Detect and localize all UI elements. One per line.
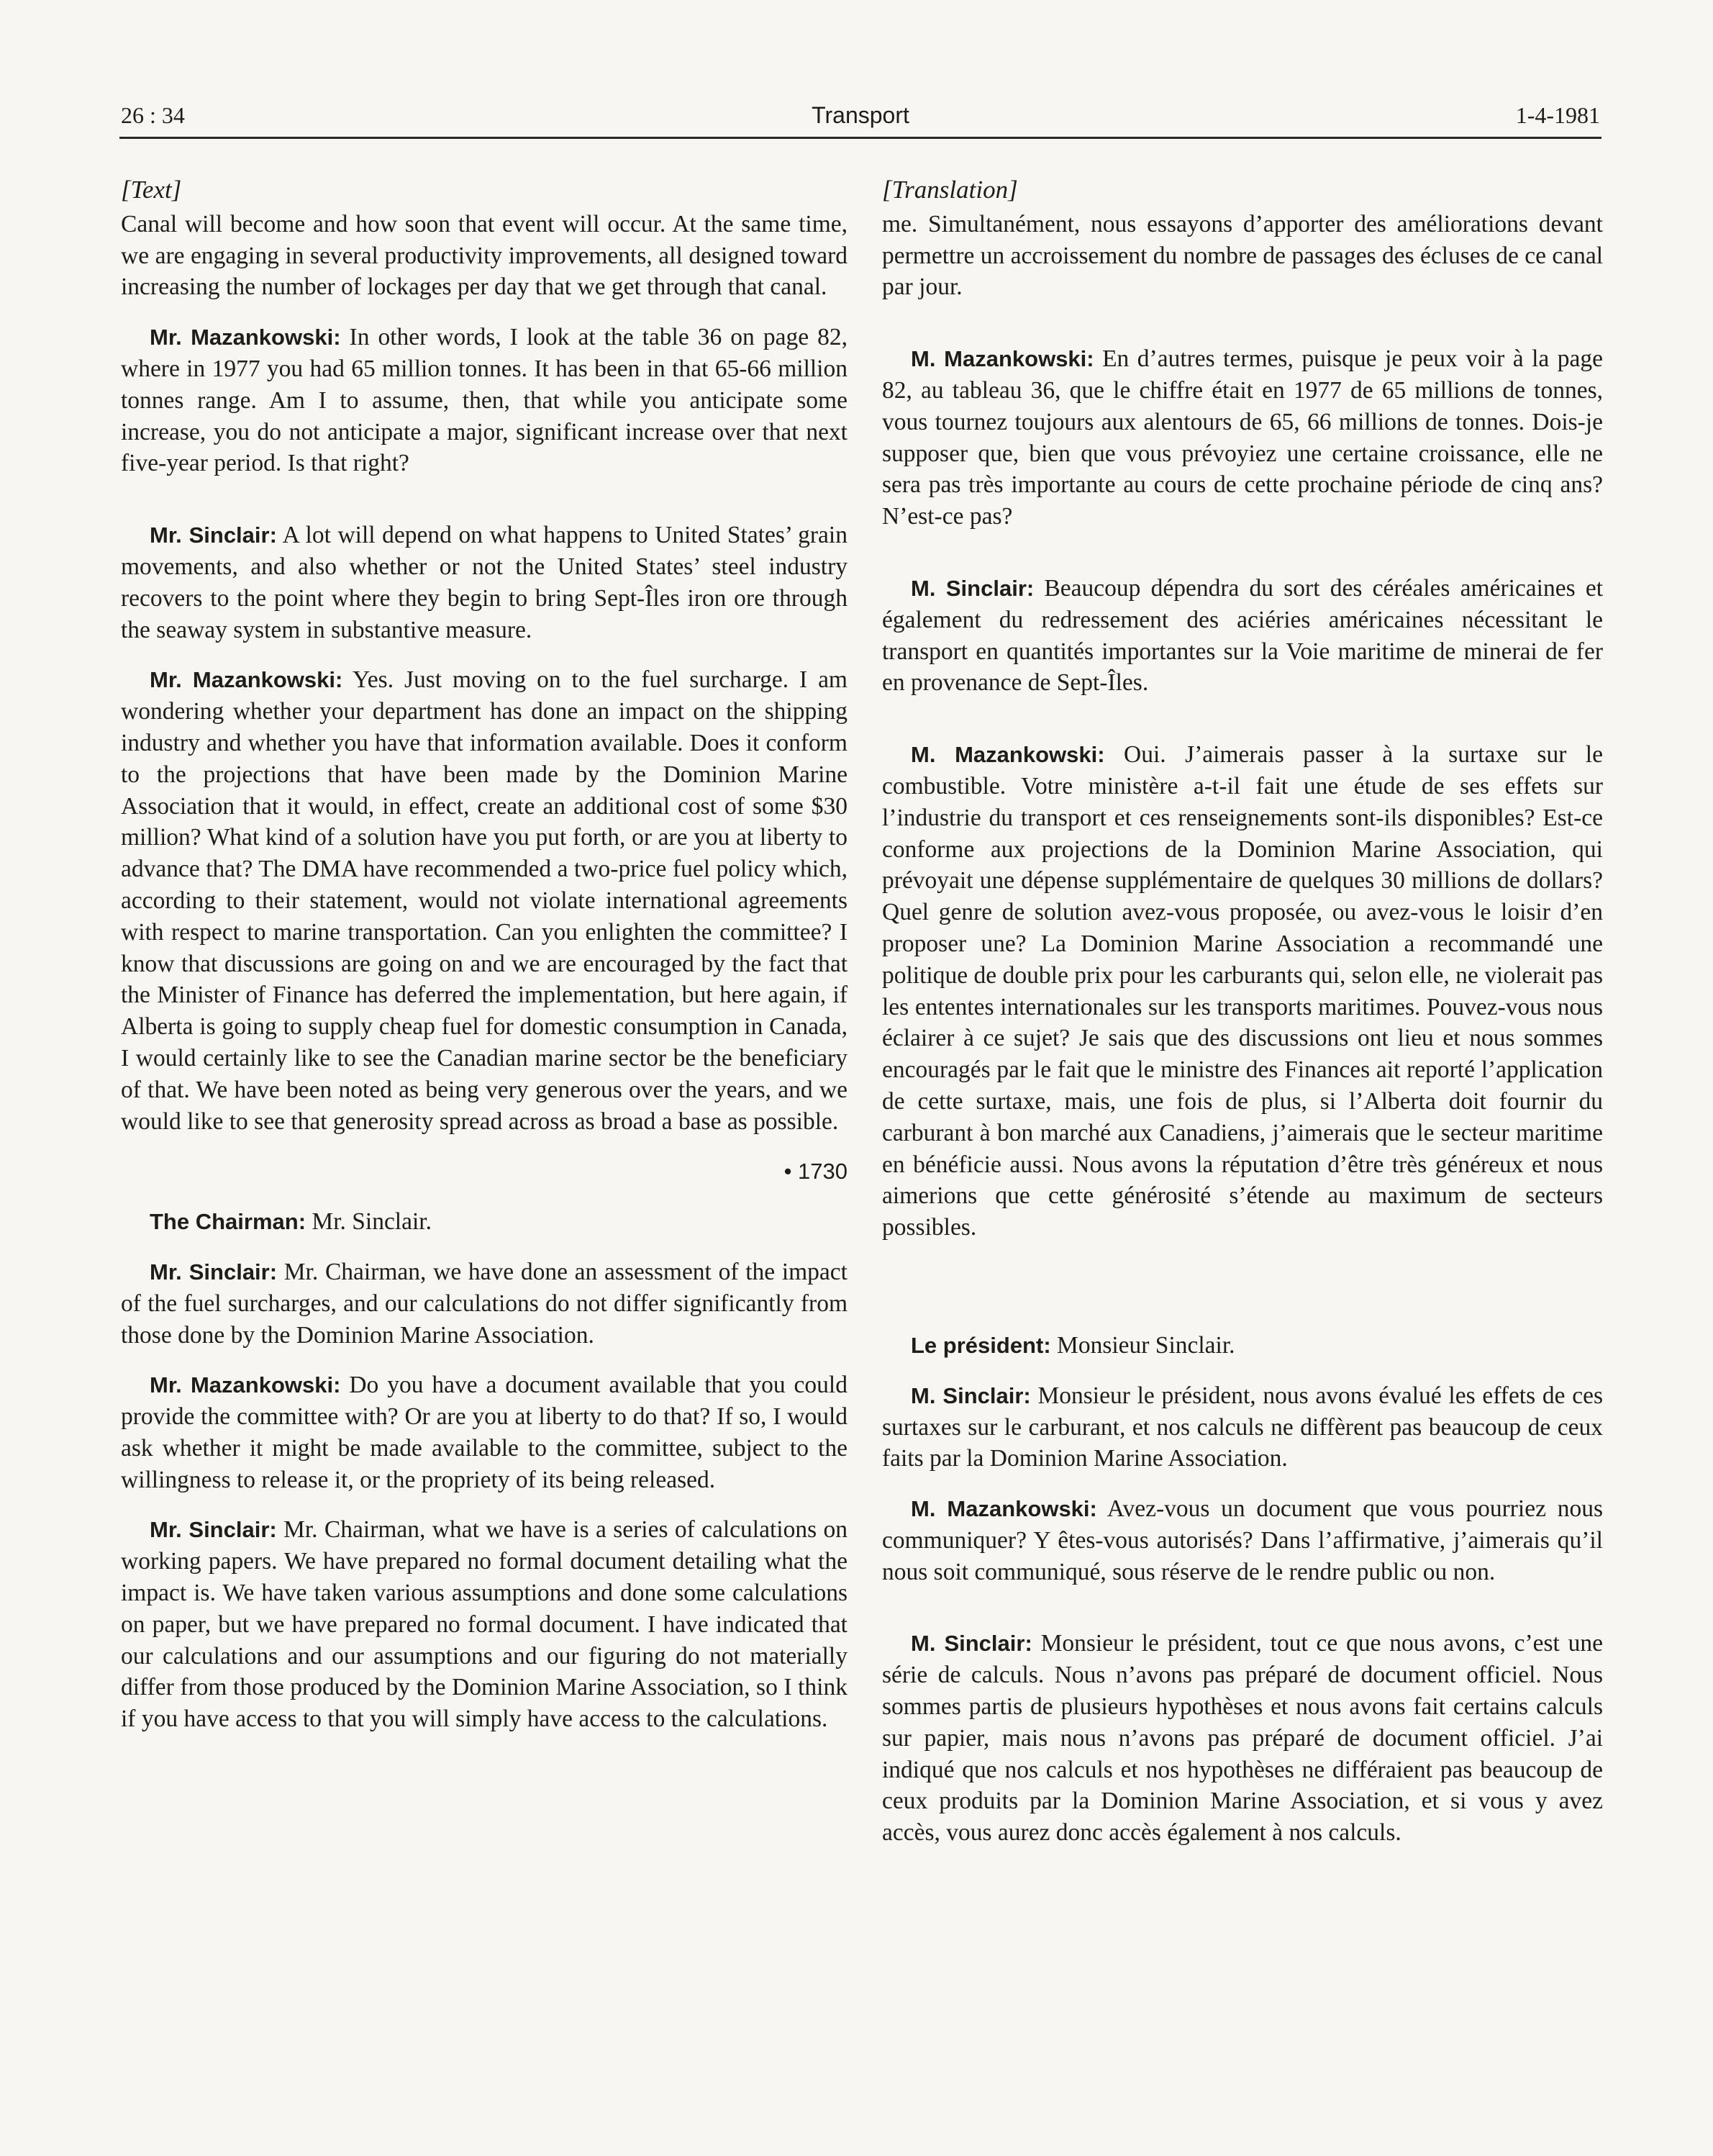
timestamp: • 1730: [783, 1159, 848, 1185]
paragraph: [882, 1493, 1603, 1587]
column-label: [Text]: [121, 176, 182, 204]
paragraph: [882, 1330, 1603, 1362]
speech-text: Monsieur le président, tout ce que nous avons, c’est une série de calculs. Nous n’avons pas préparé de document officiel. Nous sommes partis de plusieurs hypothèses et nous avons fait certains calculs sur papier, mais nous n’avons pas préparé de document officiel. J’ai indiqué que nos calculs et nos hypothèses ne différaient pas beaucoup de ceux produits par la Dominion Marine Association, et si vous y avez accès, vous aurez donc accès également à nos calculs.: [882, 1630, 1603, 1847]
speech-text: Yes. Just moving on to the fuel surcharge. I am wondering whether your department has done an impact on the shipping industry and whether you have that information available. Does it conform to the projections that have been made by the Dominion Marine Association that it would, in effect, create an additional cost of some $30 million? What kind of a solution have you put forth, or are you at liberty to advance that? The DMA have recommended a two-price fuel policy which, according to their statement, would not violate international agreements with respect to marine transportation. Can you enlighten the committee? I know that discussions are going on and we are encouraged by the fact that the Minister of Finance has deferred the implementation, but here again, if Alberta is going to supply cheap fuel for domestic consumption in Canada, I would certainly like to see the Canadian marine sector be the beneficiary of that. We have been noted as being very generous over the years, and we would like to see that generosity spread across as broad a base as possible.: [121, 666, 848, 1135]
speaker-name: M. Sinclair:: [911, 575, 1035, 601]
speaker-name: Mr. Sinclair:: [150, 1517, 277, 1543]
speaker-name: Mr. Mazankowski:: [150, 325, 341, 350]
paragraph: [121, 1256, 848, 1351]
speech-text: Mr. Chairman, what we have is a series of calculations on working papers. We have prepared no formal document detailing what the impact is. We have taken various assumptions and done some calculations on paper, but we have prepared no formal document. I have indicated that our calculations and our assumptions and our figuring do not materially differ from those produced by the Dominion Marine Association, so I think if you have access to that you will simply have access to the calculations.: [121, 1516, 848, 1733]
speaker-name: Le président:: [911, 1332, 1051, 1358]
speech-text: Beaucoup dépendra du sort des céréales américaines et également du redressement des aciéries américaines nécessitant le transport en quantités importantes sur la Voie maritime de minerai de fer en provenance de Sept-Îles.: [882, 574, 1603, 697]
speech-text: A lot will depend on what happens to United States’ grain movements, and also whether or not the United States’ steel industry recovers to the point where they begin to bring Sept-Îles iron ore through the seaway system in substantive measure.: [121, 522, 848, 643]
page-number: 26 : 34: [121, 102, 185, 128]
french-column: [882, 174, 1603, 1849]
speaker-name: M. Mazankowski:: [911, 742, 1105, 768]
paragraph: [121, 322, 848, 479]
column-label: [Translation]: [882, 176, 1018, 204]
paragraph: [121, 664, 848, 1137]
paragraph: [882, 1628, 1603, 1849]
paragraph: [121, 1369, 848, 1495]
speaker-name: Mr. Mazankowski:: [150, 1372, 341, 1398]
speaker-name: M. Sinclair:: [911, 1382, 1031, 1408]
paragraph: [121, 520, 848, 646]
paragraph: Canal will become and how soon that event will occur. At the same time, we are engaging in several productivity improvements, all designed toward increasing the number of lockages per day that we get through that canal.: [121, 210, 848, 301]
paragraph: [882, 343, 1603, 533]
speech-text: Monsieur le président, nous avons évalué les effets de ces surtaxes sur le carburant, et nos calculs ne diffèrent pas beaucoup de ceux faits par la Dominion Marine Association.: [882, 1382, 1603, 1472]
speaker-name: Mr. Mazankowski:: [150, 667, 343, 693]
running-title: Transport: [812, 102, 909, 128]
paragraph: me. Simultanément, nous essayons d’apporter des améliorations devant permettre un accroissement du nombre de passages des écluses de ce canal par jour.: [882, 210, 1603, 301]
paragraph: [121, 1206, 848, 1238]
speaker-name: M. Mazankowski:: [911, 1496, 1097, 1522]
speech-text: Mr. Chairman, we have done an assessment of the impact of the fuel surcharges, and our calculations do not differ significantly from those done by the Dominion Marine Association.: [121, 1258, 848, 1349]
speech-text: Do you have a document available that you could provide the committee with? Or are you at liberty to do that? If so, I would ask whether it might be made available to the committee, subject to the willingness to release it, or the propriety of its being released.: [121, 1372, 848, 1493]
paragraph: [882, 573, 1603, 699]
speech-text: Mr. Sinclair.: [306, 1208, 432, 1236]
speaker-name: Mr. Sinclair:: [150, 1259, 278, 1285]
speaker-name: M. Mazankowski:: [911, 346, 1094, 372]
paragraph: [882, 739, 1603, 1244]
speaker-name: Mr. Sinclair:: [150, 522, 277, 548]
english-column: [121, 174, 848, 1735]
page-header: [119, 99, 1601, 139]
page-date: 1-4-1981: [1515, 102, 1600, 128]
speaker-name: M. Sinclair:: [911, 1631, 1032, 1657]
speech-text: Avez-vous un document que vous pourriez nous communiquer? Y êtes-vous autorisés? Dans l’affirmative, j’aimerais qu’il nous soit communiqué, sous réserve de le rendre public ou non.: [882, 1495, 1603, 1585]
paragraph: [121, 1514, 848, 1735]
speech-text: In other words, I look at the table 36 on page 82, where in 1977 you had 65 million tonnes. It has been in that 65-66 million tonnes range. Am I to assume, then, that while you anticipate some increase, you do not anticipate a major, significant increase over that next five-year period. Is that right?: [121, 324, 848, 477]
speech-text: Monsieur Sinclair.: [1050, 1331, 1235, 1359]
speech-text: Oui. J’aimerais passer à la surtaxe sur le combustible. Votre ministère a-t-il fait une étude de ses effets sur l’industrie du transport et ces renseignements sont-ils disponibles? Est-ce conforme aux projections de la Dominion Marine Association, qui prévoyait une dépense supplémentaire de quelques 30 millions de dollars? Quel genre de solution avez-vous proposée, ou avez-vous le loisir d’en proposer une? La Dominion Marine Association a recommandé une politique de double prix pour les carburants qui, selon elle, ne violerait pas les ententes internationales sur les transports maritimes. Pouvez-vous nous éclairer à ce sujet? Je sais que des discussions ont lieu et nous sommes encouragés par le fait que le ministre des Finances ait reporté l’application de cette surtaxe, mais, une fois de plus, si l’Alberta doit fournir du carburant à bon marché aux Canadiens, j’aimerais que le secteur maritime en bénéficie aussi. Nous avons la réputation d’être très généreux et nous aimerions que cette générosité s’étende au maximum de secteurs possibles.: [882, 741, 1603, 1241]
paragraph: [882, 1380, 1603, 1475]
speech-text: En d’autres termes, puisque je peux voir à la page 82, au tableau 36, que le chiffre était en 1977 de 65 millions de tonnes, vous tournez toujours aux alentours de 65, 66 millions de tonnes. Dois-je supposer que, bien que vous prévoyiez une certaine croissance, elle ne sera pas très importante au cours de cette prochaine période de cinq ans? N’est-ce pas?: [882, 345, 1603, 530]
speaker-name: The Chairman:: [150, 1209, 306, 1235]
